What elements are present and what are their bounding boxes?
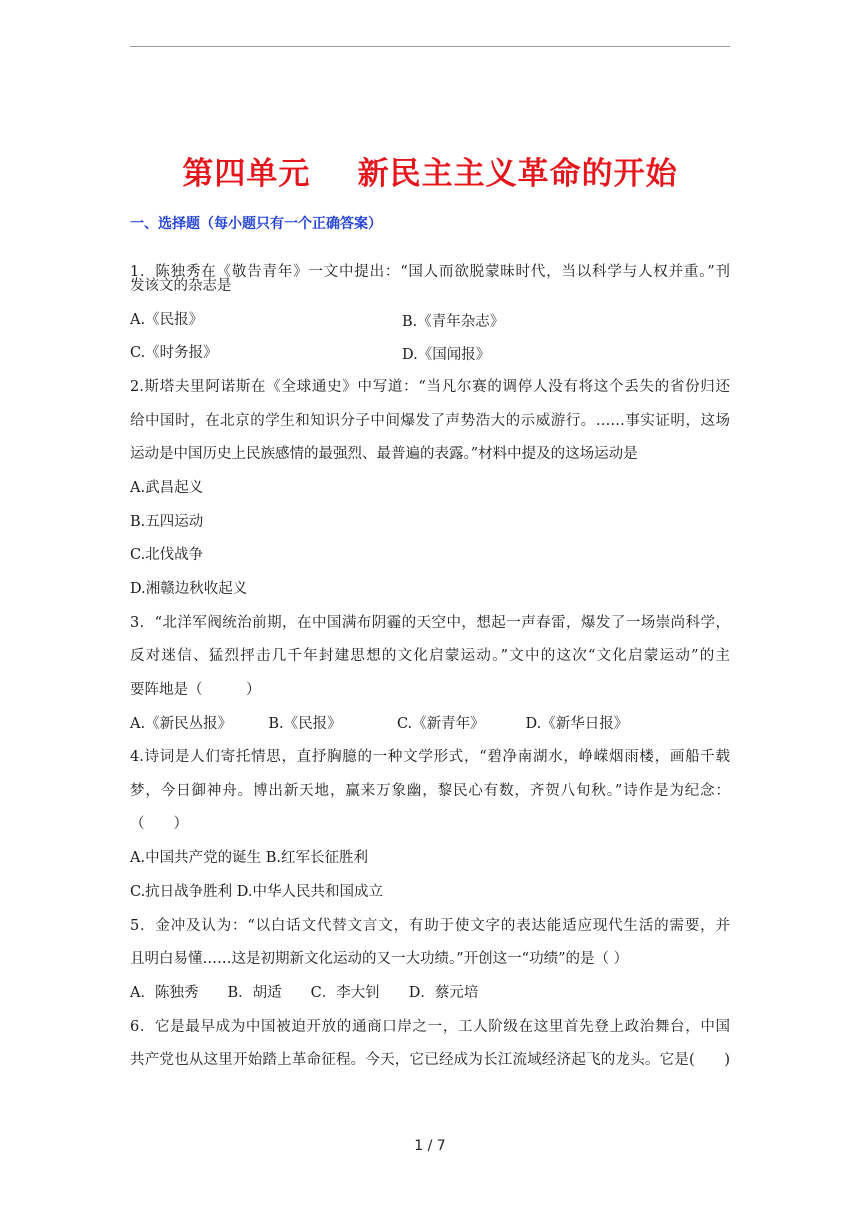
q1-option-b: B.《青年杂志》 [402,314,505,330]
page-number: 1 / 7 [414,1138,446,1154]
q1-option-d: D.《国闻报》 [402,347,491,363]
q5-line-2: 且明白易懂……这是初期新文化运动的又一大功绩。”开创这一“功绩”的是（ ） [130,951,629,967]
q1-line-2: 发该文的杂志是 [130,278,232,294]
q6-line-2: 共产党也从这里开始踏上革命征程。今天，它已经成为长江流域经济起飞的龙头。它是( ) [130,1052,730,1068]
q1-option-a: A.《民报》 [130,312,204,328]
q2-line-3: 运动是中国历史上民族感情的最强烈、最普遍的表露。”材料中提及的这场运动是 [130,446,638,462]
header-rule [130,46,730,47]
q5-options: A．陈独秀 B．胡适 C．李大钊 D．蔡元培 [130,985,479,1001]
q3-line-1: 3．“北洋军阀统治前期，在中国满布阴霾的天空中，想起一声春雷，爆发了一场崇尚科学， [130,615,730,631]
q4-line-2: 梦，今日御神舟。博出新天地，赢来万象幽，黎民心有数，齐贺八旬秋。”诗作是为纪念： [130,783,730,799]
q2-line-1: 2.斯塔夫里阿诺斯在《全球通史》中写道：“当凡尔赛的调停人没有将这个丢失的省份归还 [130,379,730,395]
q2-option-a: A.武昌起义 [130,480,204,496]
q4-options-ab: A.中国共产党的诞生 B.红军长征胜利 [130,850,368,866]
q4-line-1: 4.诗词是人们寄托情思，直抒胸臆的一种文学形式，“碧净南湖水，峥嵘烟雨楼，画船千载 [130,749,730,765]
q5-line-1: 5．金冲及认为：“以白话文代替文言文，有助于使文字的表达能适应现代生活的需要，并 [130,918,730,934]
q3-line-3: 要阵地是（ ） [130,682,261,698]
q2-option-b: B.五四运动 [130,514,204,530]
q2-option-c: C.北伐战争 [130,547,204,563]
q2-option-d: D.湘赣边秋收起义 [130,581,248,597]
q1-line-1: 1．陈独秀在《敬告青年》一文中提出：“国人而欲脱蒙昧时代，当以科学与人权并重。”刊 [130,264,730,280]
q6-line-1: 6．它是最早成为中国被迫开放的通商口岸之一，工人阶级在这里首先登上政治舞台，中国 [130,1019,730,1035]
section-heading: 一、选择题（每小题只有一个正确答案） [130,216,382,232]
q1-option-c: C.《时务报》 [130,345,218,361]
q3-options: A.《新民丛报》 B.《民报》 C.《新青年》 D.《新华日报》 [130,716,629,732]
q3-line-2: 反对迷信、猛烈抨击几千年封建思想的文化启蒙运动。”文中的这次“文化启蒙运动”的主 [130,648,730,664]
q2-line-2: 给中国时，在北京的学生和知识分子中间爆发了声势浩大的示威游行。……事实证明，这场 [130,413,730,429]
q4-line-3: （ ） [130,816,188,832]
q4-options-cd: C.抗日战争胜利 D.中华人民共和国成立 [130,884,384,900]
page-title: 第四单元 新民主主义革命的开始 [182,156,678,192]
